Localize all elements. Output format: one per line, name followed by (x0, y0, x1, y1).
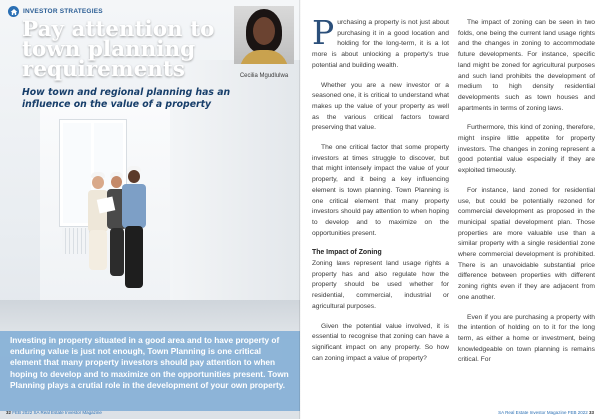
footer-text: SA Real Estate Investor Magazine FEB 2022 (498, 410, 588, 415)
paragraph: Given the potential value involved, it is essential to recognise that zoning can have a significant impact on any property. So how can zoning impact a value of property? (312, 322, 449, 362)
section-tag (8, 6, 103, 17)
paragraph: Zoning laws represent land usage rights a property has and also regulate how the property should be used whether for residential, commercial, industrial or agricultural purposes. (312, 260, 449, 310)
author-photo (234, 6, 294, 64)
intro-text: Investing in property situated in a good area and to have property of enduring value is just not enough, Town Planning is one critical element that many property investors should pay attention to when hoping to develop and to maximize on the opportunities present. Town Planning plays a crutial role in the development of your own property. (10, 335, 289, 390)
text-column-1 (312, 13, 449, 373)
page-number: 32 (6, 410, 12, 415)
article-title: Pay attention to town planning requirements (22, 17, 215, 82)
text-column-2 (458, 18, 595, 375)
right-page (300, 0, 600, 419)
paragraph: The one critical factor that some property investors at times struggle to discover, but that might intensely impact the value of your property, and it being a key influencing element is town planning. Town Planning is one critical element that many property investors should pay attention to when hoping to develop and to maximize on the opportunities present. (312, 144, 449, 237)
page-spine (299, 0, 301, 419)
drop-cap: P (312, 13, 335, 52)
paragraph: Furthermore, this kind of zoning, therefore, might inspire little appetite for property investors. The changes in zoning represent a good potential value especially if they are exploited timeously. (458, 124, 595, 175)
paragraph: Even if you are purchasing a property with the intention of holding on to it for the long term, as either a home or investment, being knowledgeable on town planning is remains critical. For (458, 313, 595, 364)
intro-box (0, 331, 300, 411)
section-tag-label: INVESTOR STRATEGIES (23, 8, 103, 15)
author-name: Cecilia Mgudlulwa (239, 73, 289, 79)
article-subtitle: How town and regional planning has an influence on the value of a property (22, 87, 231, 110)
footer-right (498, 410, 594, 415)
paragraph: Purchasing a property is not just about purchasing it in a good location and holding for the long-term, it is a lot more is about unlocking a property's true potential and building wealth. (312, 13, 449, 69)
person-figure (121, 166, 147, 296)
footer-left (6, 410, 102, 415)
section-heading: The Impact of Zoning (312, 249, 382, 257)
paragraph: For instance, land zoned for residential use, but could be potentially rezoned for commercial development as proposed in the municipal spatial development plan. Those properties are more valuable use than a similar property with a single residential zone where commercial development is prohibited. There is an unavoidable substantial price difference between properties with different zoning rights even if they are adjacent from one another. (458, 186, 595, 301)
home-icon (8, 6, 19, 17)
paragraph: Whether you are a new investor or a seasoned one, it is critical to understand what makes up the value of your property as well as the various critical factors toward preserving that value. (312, 81, 449, 132)
footer-text: FEB 2022 SA Real Estate Investor Magazine (12, 410, 102, 415)
paragraph: The impact of zoning can be seen in two folds, one being the current land usage rights and the changes in zoning to accommodate future developments. For instance, specific land might be zoned for agricultural purposes and such land prohibits the development of medium to high density residential developments such as town houses and apartments in terms of zoning laws. (458, 19, 595, 112)
page-number: 33 (588, 410, 594, 415)
